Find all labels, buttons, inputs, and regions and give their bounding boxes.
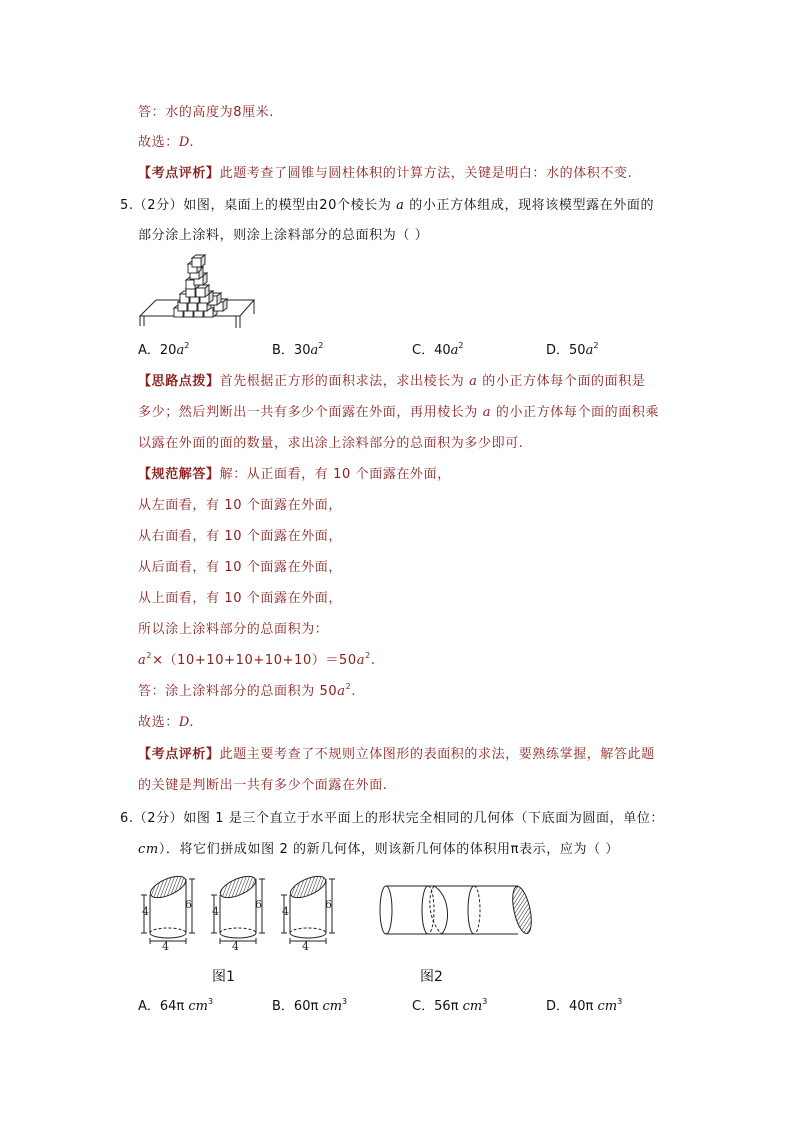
q6-option-b[interactable]: B．60π $cm^3$ (272, 997, 348, 1014)
q5-review-line1: 【考点评析】此题主要考查了不规则立体图形的表面积的求法，要熟练掌握，解答此题 (138, 747, 655, 762)
q5-option-d[interactable]: D．$50a^2$ (546, 341, 599, 358)
fig1-height-label-long: 6 (185, 898, 192, 911)
q5-solution-line4: 从后面看，有 10 个面露在外面， (138, 560, 343, 575)
q5-solution-line6: 所以涂上涂料部分的总面积为： (138, 622, 329, 637)
cube-face (196, 288, 205, 297)
q6-option-d[interactable]: D．40π $cm^3$ (546, 997, 623, 1014)
cylinder-base-hidden (220, 928, 256, 933)
q5-solution-line1: 【规范解答】解：从正面看，有 10 个面露在外面， (138, 467, 451, 482)
q5-option-c[interactable]: C．$40a^2$ (412, 341, 464, 358)
q6-figure2-combined (376, 880, 536, 940)
q6-stem-line1: 6.（2分）如图 1 是三个直立于水平面上的形状完全相同的几何体（下底面为圆面，单位： (120, 811, 665, 826)
q5-solution-line3: 从右面看，有 10 个面露在外面， (138, 529, 343, 544)
fig1-diameter-label-3: 4 (302, 940, 309, 953)
cylinder-base (220, 933, 256, 938)
fig1-height-label-long-3: 6 (325, 898, 332, 911)
cylinder-cut-face (147, 872, 188, 902)
fig2-caption: 图2 (420, 969, 443, 985)
review-tag: 【考点评析】 (138, 747, 220, 762)
prev-choose: 故选：D. (138, 135, 195, 150)
hint-tag: 【思路点拨】 (138, 374, 220, 389)
q5-hint-line3: 以露在外面的面的数量，求出涂上涂料部分的总面积为多少即可. (138, 436, 524, 451)
q6-option-a[interactable]: A．64π $cm^3$ (138, 997, 214, 1014)
q5-solution-line5: 从上面看，有 10 个面露在外面， (138, 591, 343, 606)
fig1-caption: 图1 (212, 969, 235, 985)
q5-option-b[interactable]: B．$30a^2$ (272, 341, 324, 358)
q5-hint-line2: 多少；然后判断出一共有多少个面露在外面，再用棱长为 a 的小正方体每个面的面积乘 (138, 405, 660, 420)
prev-answer: 答：水的高度为8厘米. (138, 105, 275, 120)
fig1-diameter-label-2: 4 (232, 940, 239, 953)
prev-review: 【考点评析】此题考查了圆锥与圆柱体积的计算方法，关键是明白：水的体积不变. (138, 166, 633, 181)
q5-review-line2: 的关键是判断出一共有多少个面露在外面. (138, 778, 388, 793)
q6-stem-line2: cm）．将它们拼成如图 2 的新几何体，则该新几何体的体积用π表示，应为（ ） (138, 842, 620, 857)
fig1-height-label-short-3: 4 (282, 905, 289, 918)
cylinder-base-hidden (290, 928, 326, 933)
q6-figure1-cylinders (138, 865, 348, 955)
q5-solution-line2: 从左面看，有 10 个面露在外面， (138, 498, 343, 513)
q5-choose: 故选：D. (138, 715, 195, 730)
solution-tag: 【规范解答】 (138, 467, 220, 482)
cube-face (192, 258, 201, 267)
cylinder-base (150, 933, 186, 938)
review-tag: 【考点评析】 (138, 166, 220, 181)
fig1-height-label-short: 4 (142, 905, 149, 918)
q5-figure-cube-model (138, 256, 258, 336)
cylinder-cut-face (217, 872, 258, 902)
q5-solution-line7: $a^2\times(10+10+10+10+10)=50a^2$. (138, 651, 376, 668)
q5-answer: 答：涂上涂料部分的总面积为 $50a^2$. (138, 682, 357, 699)
q5-option-a[interactable]: A．$20a^2$ (138, 341, 190, 358)
cylinder-base (290, 933, 326, 938)
cylinder-cut-face (287, 872, 328, 902)
q6-option-c[interactable]: C．56π $cm^3$ (412, 997, 488, 1014)
cylinder-base-hidden (150, 928, 186, 933)
q5-stem-line1: 5.（2分）如图，桌面上的模型由20个棱长为 a 的小正方体组成，现将该模型露在外面的 (120, 198, 655, 213)
fig1-diameter-label: 4 (162, 940, 169, 953)
fig1-height-label-short-2: 4 (212, 905, 219, 918)
q5-hint-line1: 【思路点拨】首先根据正方形的面积求法，求出棱长为 a 的小正方体每个面的面积是 (138, 374, 646, 389)
fig1-height-label-long-2: 6 (255, 898, 262, 911)
q5-stem-line2: 部分涂上涂料，则涂上涂料部分的总面积为（ ） (138, 228, 429, 243)
